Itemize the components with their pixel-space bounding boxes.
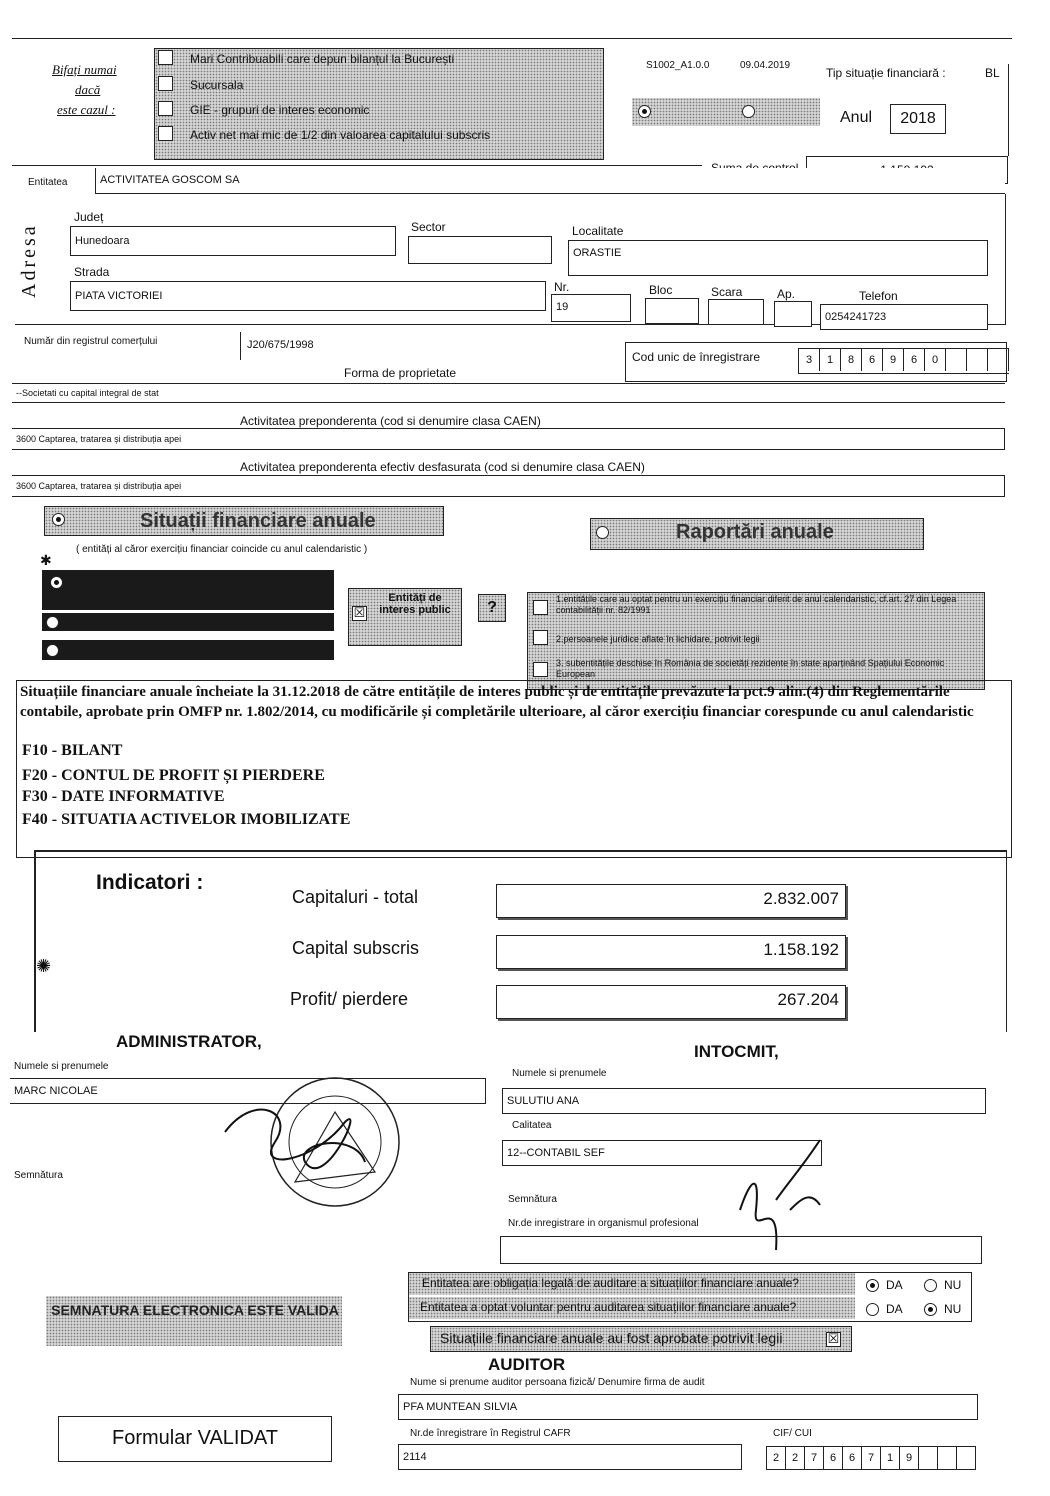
cui-digit: 1 <box>820 349 841 371</box>
audit-q1-da-label: DA <box>886 1278 903 1292</box>
decoration-icon: ✺ <box>36 956 52 976</box>
sector-field[interactable] <box>408 236 552 264</box>
cif-digit: 7 <box>805 1447 824 1469</box>
entity-type-bar-3 <box>42 640 334 660</box>
indicators-title: Indicatori : <box>96 871 204 894</box>
help-button[interactable]: ? <box>478 594 506 622</box>
cui-digit: 6 <box>904 349 925 371</box>
bifati-label: Bifați numai <box>52 62 117 77</box>
audit-q1-label: Entitatea are obligația legală de auditare a situațiilor financiare anuale? <box>422 1276 799 1290</box>
situatii-financiare-radio[interactable] <box>52 513 65 526</box>
audit-q2-label: Entitatea a optat voluntar pentru auditarea situațiilor financiare anuale? <box>420 1300 797 1314</box>
auditor-nr-label: Nr.de înregistrare în Registrul CAFR <box>410 1428 571 1439</box>
cif-digit: 6 <box>824 1447 843 1469</box>
bifati-label-3: este cazul : <box>57 102 116 117</box>
capitaluri-total-value[interactable]: 2.832.007 <box>496 884 846 918</box>
profit-pierdere-value[interactable]: 267.204 <box>496 985 846 1019</box>
auditor-cif-label: CIF/ CUI <box>773 1428 812 1439</box>
cui-digit: 9 <box>883 349 904 371</box>
year-radio-1[interactable] <box>638 105 651 118</box>
cif-digit: 2 <box>786 1447 805 1469</box>
telefon-label: Telefon <box>859 289 898 303</box>
auditor-nume-field[interactable]: PFA MUNTEAN SILVIA <box>398 1394 978 1420</box>
nr-field[interactable]: 19 <box>551 294 631 322</box>
audit-q2-nu-label: NU <box>944 1302 962 1316</box>
entity-type-radio-1[interactable] <box>50 576 63 589</box>
auditor-nume-label: Nume si prenume auditor persoana fizică/ Denumire firma de audit <box>410 1377 705 1388</box>
nr-organism-label: Nr.de inregistrare in organismul profesional <box>508 1218 699 1229</box>
cui-digit: 8 <box>841 349 862 371</box>
intocmit-title: INTOCMIT, <box>694 1042 779 1061</box>
cui-digit <box>988 349 1009 371</box>
interes-public-checkbox[interactable]: ☒ <box>353 605 366 620</box>
intocmit-nume-field[interactable]: SULUTIU ANA <box>502 1088 986 1114</box>
cif-digit: 2 <box>767 1447 786 1469</box>
cui-digit: 6 <box>862 349 883 371</box>
activ-net-checkbox[interactable] <box>158 126 173 141</box>
audit-q2-nu-radio[interactable] <box>924 1303 937 1316</box>
activitate-field[interactable]: 3600 Captarea, tratarea și distribuția apei <box>12 428 1005 450</box>
year-radio-2[interactable] <box>742 105 755 118</box>
cif-digit: 1 <box>881 1447 900 1469</box>
entitatea-label: Entitatea <box>28 177 68 188</box>
auditor-cif-digits[interactable] <box>766 1446 976 1470</box>
intocmit-signature <box>720 1120 840 1260</box>
auditor-nr-field[interactable]: 2114 <box>398 1444 742 1470</box>
sector-label: Sector <box>411 220 446 234</box>
strada-field[interactable]: PIATA VICTORIEI <box>70 281 546 311</box>
entity-type-bar-2 <box>42 613 334 631</box>
scara-label: Scara <box>711 285 743 299</box>
ap-label: Ap. <box>777 287 796 301</box>
activitate-efectiva-label: Activitatea preponderenta efectiv desfasurata (cod si denumire clasa CAEN) <box>240 460 645 474</box>
audit-q2-da-label: DA <box>886 1302 903 1316</box>
activitate-efectiva-field[interactable]: 3600 Captarea, tratarea și distribuția apei <box>12 475 1005 497</box>
cui-label: Cod unic de înregistrare <box>632 350 761 364</box>
scara-field[interactable] <box>708 299 764 325</box>
year-selector-bar <box>632 98 820 126</box>
bloc-field[interactable] <box>645 298 699 324</box>
audit-q2-da-radio[interactable] <box>866 1303 879 1316</box>
option-mari-contribuabili: Mari Contribuabili care depun bilanțul la București <box>190 52 455 66</box>
admin-semnatura-label: Semnătura <box>14 1170 63 1181</box>
sucursala-checkbox[interactable] <box>158 76 173 91</box>
situatii-financiare-note: ( entități al căror exercițiu financiar coincide cu anul calendaristic ) <box>76 544 368 555</box>
admin-nume-field[interactable]: MARC NICOLAE <box>10 1078 486 1104</box>
lichidare-checkbox[interactable] <box>533 630 548 645</box>
situatii-financiare-label: Situații financiare anuale <box>140 510 376 532</box>
judet-label: Județ <box>74 210 104 224</box>
gie-checkbox[interactable] <box>158 101 173 116</box>
cif-digit <box>919 1447 938 1469</box>
entity-type-bar-1 <box>42 570 334 610</box>
calitatea-field[interactable]: 12--CONTABIL SEF <box>502 1140 822 1166</box>
calitatea-label: Calitatea <box>512 1120 552 1131</box>
cif-digit <box>938 1447 957 1469</box>
anul-label: Anul <box>840 109 873 126</box>
raportari-anuale-radio[interactable] <box>596 526 609 539</box>
decoration-icon: ✱ <box>40 552 52 568</box>
audit-q1-nu-label: NU <box>944 1278 962 1292</box>
judet-field[interactable]: Hunedoara <box>70 226 396 256</box>
aprobate-checkbox[interactable]: ☒ <box>827 1331 840 1346</box>
form-f30: F30 - DATE INFORMATIVE <box>22 788 225 805</box>
intocmit-semnatura-label: Semnătura <box>508 1194 557 1205</box>
entity-type-radio-2[interactable] <box>46 616 59 629</box>
admin-nume-label: Numele si prenumele <box>14 1061 109 1072</box>
exercitiu-diferit-label: 1.entitățile care au optat pentru un exercițiu financiar diferit de anul calendaristic, cf.art. 27 din Legea contabilității nr. 82/1991 <box>556 594 957 615</box>
option-sucursala: Sucursala <box>190 78 244 92</box>
telefon-field[interactable]: 0254241723 <box>820 304 988 330</box>
tip-situatie-value: BL <box>985 66 1000 80</box>
form-date: 09.04.2019 <box>740 60 791 71</box>
cui-digit <box>967 349 988 371</box>
entity-type-radio-3[interactable] <box>46 644 59 657</box>
bifati-label-2: dacă <box>75 82 101 97</box>
cif-digit: 9 <box>900 1447 919 1469</box>
cui-digits[interactable] <box>798 348 1009 374</box>
capital-subscris-label: Capital subscris <box>292 938 420 958</box>
lichidare-label: 2.persoanele juridice aflate în lichidare, potrivit legii <box>556 634 760 644</box>
admin-signature-stamp <box>215 1072 435 1212</box>
tip-situatie-label: Tip situație financiară : <box>826 66 946 80</box>
form-code: S1002_A1.0.0 <box>646 60 710 71</box>
localitate-field[interactable]: ORASTIE <box>568 240 988 276</box>
forma-proprietate-label: Forma de proprietate <box>344 366 457 380</box>
exercitiu-diferit-checkbox[interactable] <box>533 600 548 615</box>
audit-q1-nu-radio[interactable] <box>924 1279 937 1292</box>
option-gie: GIE - grupuri de interes economic <box>190 103 370 117</box>
adresa-vertical-label: Adresa <box>18 223 40 298</box>
audit-q1-da-radio[interactable] <box>866 1279 879 1292</box>
nr-registru-field[interactable]: J20/675/1998 <box>240 332 630 360</box>
cif-digit: 7 <box>862 1447 881 1469</box>
capitaluri-total-label: Capitaluri - total <box>292 887 419 907</box>
cui-digit: 0 <box>925 349 946 371</box>
subentitati-label: 3. subentitățile deschise în România de societăți rezidente în state aparținând Spațiului Economic European <box>556 658 945 679</box>
interes-public-label: Entități de interes public <box>379 592 451 616</box>
cif-digit <box>957 1447 976 1469</box>
mari-contribuabili-checkbox[interactable] <box>158 50 173 65</box>
form-f10: F10 - BILANT <box>22 742 123 759</box>
subentitati-checkbox[interactable] <box>533 662 548 677</box>
aprobate-label: Situațiile financiare anuale au fost aprobate potrivit legii <box>440 1330 783 1346</box>
cif-digit: 6 <box>843 1447 862 1469</box>
profit-pierdere-label: Profit/ pierdere <box>290 989 409 1009</box>
semnatura-electronica-label: SEMNATURA ELECTRONICA ESTE VALIDA <box>51 1302 339 1318</box>
entitatea-field[interactable]: ACTIVITATEA GOSCOM SA <box>95 168 1005 194</box>
anul-field[interactable]: 2018 <box>890 104 946 134</box>
description-text: Situațiile financiare anuale încheiate la 31.12.2018 de către entitățile de interes public și de entitățile prevăzute la pct.9 alin.(4) din Reglementările contabile, aprobate prin OMFP nr. 1.802/2014, cu modificările și completările ulterioare, al căror exercițiu financiar corespunde cu anul calendaristic <box>20 684 974 720</box>
capital-subscris-value[interactable]: 1.158.192 <box>496 935 846 969</box>
forma-proprietate-field[interactable]: --Societati cu capital integral de stat <box>12 383 1005 403</box>
strada-label: Strada <box>74 265 110 279</box>
formular-validat-badge: Formular VALIDAT <box>58 1416 332 1462</box>
administrator-title: ADMINISTRATOR, <box>116 1032 262 1051</box>
intocmit-nume-label: Numele si prenumele <box>512 1068 607 1079</box>
cui-digit <box>946 349 967 371</box>
cui-digit: 3 <box>799 349 820 371</box>
activitate-label: Activitatea preponderenta (cod si denumire clasa CAEN) <box>240 414 541 428</box>
ap-field[interactable] <box>774 301 812 327</box>
raportari-anuale-label: Raportări anuale <box>676 521 834 543</box>
form-f40: F40 - SITUATIA ACTIVELOR IMOBILIZATE <box>22 811 351 828</box>
form-f20: F20 - CONTUL DE PROFIT ȘI PIERDERE <box>22 767 325 784</box>
nr-registru-label: Număr din registrul comerțului <box>24 336 158 347</box>
option-activ-net: Activ net mai mic de 1/2 din valoarea capitalului subscris <box>190 128 491 142</box>
localitate-label: Localitate <box>572 224 624 238</box>
nr-label: Nr. <box>554 280 570 294</box>
auditor-title: AUDITOR <box>488 1355 566 1374</box>
bloc-label: Bloc <box>649 283 673 297</box>
